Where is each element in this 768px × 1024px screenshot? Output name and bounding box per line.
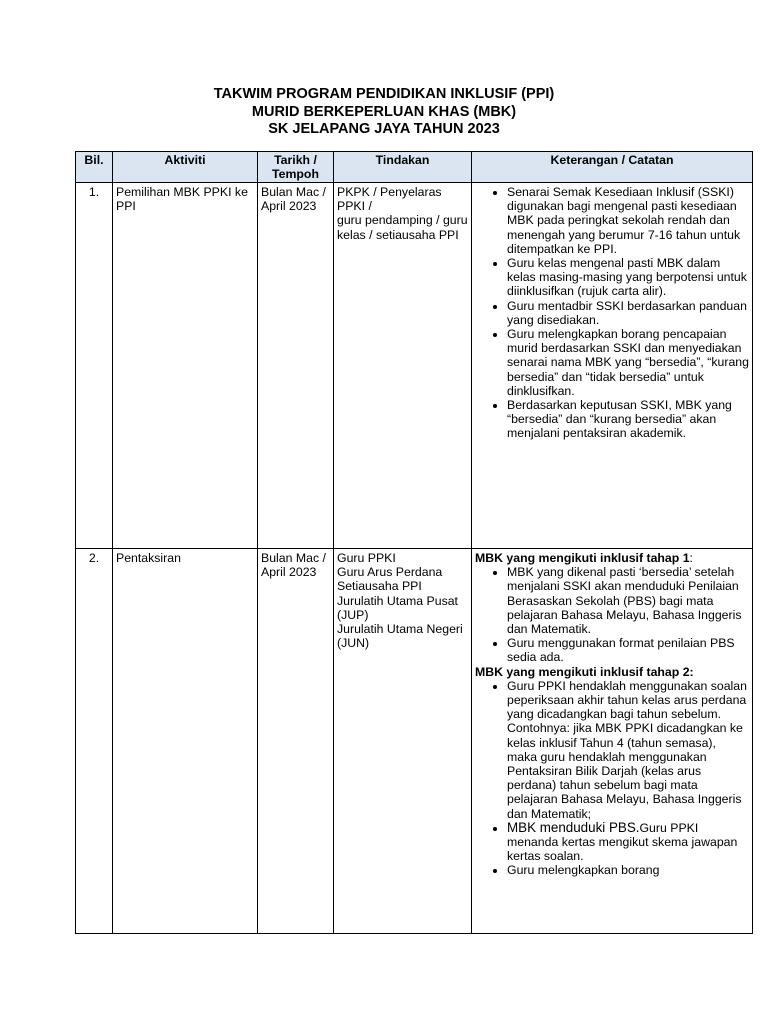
tindakan-line: Setiausaha PPI bbox=[337, 579, 422, 594]
header-keterangan: Keterangan / Catatan bbox=[472, 152, 753, 183]
tindakan-line: Jurulatih Utama Pusat (JUP) bbox=[337, 593, 458, 622]
tindakan-line: PKPK / Penyelaras PPKI / bbox=[337, 185, 442, 214]
header-tarikh-line1: Tarikh / bbox=[274, 153, 317, 167]
table-row bbox=[76, 549, 753, 934]
header-tarikh bbox=[258, 152, 334, 183]
list-item: • Guru kelas mengenal pasti MBK dalam kelas masing-masing yang berpotensi untuk diinklusifkan (rujuk carta alir). bbox=[507, 256, 749, 299]
list-item: • Guru mentadbir SSKI berdasarkan panduan yang disediakan. bbox=[507, 299, 749, 327]
tahap1-heading-colon: : bbox=[689, 551, 693, 565]
tahap2-item-big: MBK menduduki PBS. bbox=[507, 819, 640, 835]
row-tindakan bbox=[334, 183, 472, 549]
list-item: • Senarai Semak Kesediaan Inklusif (SSKI) digunakan bagi mengenal pasti kesediaan MBK pada peringkat sekolah rendah dan menengah yang berumur 7-16 tahun untuk ditempatkan ke PPI. bbox=[507, 185, 749, 256]
row-keterangan bbox=[472, 549, 753, 934]
header-aktiviti: Aktiviti bbox=[113, 152, 258, 183]
row-bil: 1. bbox=[76, 183, 113, 549]
list-item: • Guru menggunakan format penilaian PBS sedia ada. bbox=[507, 636, 749, 664]
keterangan-content bbox=[475, 551, 749, 878]
title-line-2: MURID BERKEPERLUAN KHAS (MBK) bbox=[251, 103, 517, 120]
list-item: • MBK yang dikenal pasti ‘bersedia’ setelah menjalani SSKI akan menduduki Penilaian Berasaskan Sekolah (PBS) bagi mata pelajaran Bahasa Melayu, Bahasa Inggeris dan Matematik. bbox=[507, 565, 749, 636]
list-item: • Berdasarkan keputusan SSKI, MBK yang “bersedia” dan “kurang bersedia” akan menjalani pentaksiran akademik. bbox=[507, 398, 749, 441]
title-line-3: SK JELAPANG JAYA TAHUN 2023 bbox=[268, 121, 500, 137]
row-bil: 2. bbox=[76, 549, 113, 934]
tindakan-line: guru pendamping / guru kelas / setiausaha PPI bbox=[337, 213, 468, 242]
tahap2-item-rest: Guru PPKI menanda kertas mengikut skema jawapan kertas soalan. bbox=[507, 820, 738, 864]
calendar-table bbox=[75, 151, 753, 934]
row-tarikh: Bulan Mac / April 2023 bbox=[258, 549, 334, 934]
tahap1-heading-text: MBK yang mengikuti inklusif tahap 1 bbox=[475, 551, 690, 565]
list-item: • Guru melengkapkan borang pencapaian murid berdasarkan SSKI dan menyediakan senarai nama MBK yang “bersedia”, “kurang bersedia” dan “tidak bersedia” untuk dinklusifkan. bbox=[507, 327, 749, 398]
tindakan-line: Jurulatih Utama Negeri (JUN) bbox=[337, 622, 463, 651]
tahap1-list bbox=[475, 565, 749, 664]
list-item: • Guru melengkapkan borang bbox=[507, 863, 749, 877]
row-keterangan bbox=[472, 183, 753, 549]
row-aktiviti: Pentaksiran bbox=[113, 549, 258, 934]
document-title bbox=[0, 86, 768, 139]
header-tarikh-line2: Tempoh bbox=[272, 167, 319, 181]
row-aktiviti: Pemilihan MBK PPKI ke PPI bbox=[113, 183, 258, 549]
table-header-row bbox=[76, 152, 753, 183]
title-line-1: TAKWIM PROGRAM PENDIDIKAN INKLUSIF (PPI) bbox=[213, 86, 555, 102]
tindakan-line: Guru PPKI bbox=[337, 551, 396, 565]
list-item bbox=[507, 679, 749, 821]
row-tindakan bbox=[334, 549, 472, 934]
tahap2-list bbox=[475, 679, 749, 878]
tahap2-item-text: • Guru PPKI hendaklah menggunakan soalan peperiksaan akhir tahun kelas arus perdana yang dicadangkan bagi tahun sebelum. bbox=[507, 678, 747, 722]
header-bil: Bil. bbox=[76, 152, 113, 183]
row-tarikh: Bulan Mac / April 2023 bbox=[258, 183, 334, 549]
table-row bbox=[76, 183, 753, 549]
tahap2-heading: MBK yang mengikuti inklusif tahap 2: bbox=[475, 664, 694, 679]
header-tindakan: Tindakan bbox=[334, 152, 472, 183]
keterangan-list bbox=[475, 185, 749, 441]
list-item bbox=[507, 821, 749, 864]
tahap1-heading bbox=[475, 551, 749, 565]
tahap2-item-example: Contohnya: jika MBK PPKI dicadangkan ke kelas inklusif Tahun 4 (tahun semasa), maka guru hendaklah menggunakan Pentaksiran Bilik Darjah (kelas arus perdana) tahun sebelum bagi mata pelajaran Bahasa Melayu, Bahasa Inggeris dan Matematik; bbox=[507, 721, 743, 821]
tindakan-line: Guru Arus Perdana bbox=[337, 565, 443, 580]
